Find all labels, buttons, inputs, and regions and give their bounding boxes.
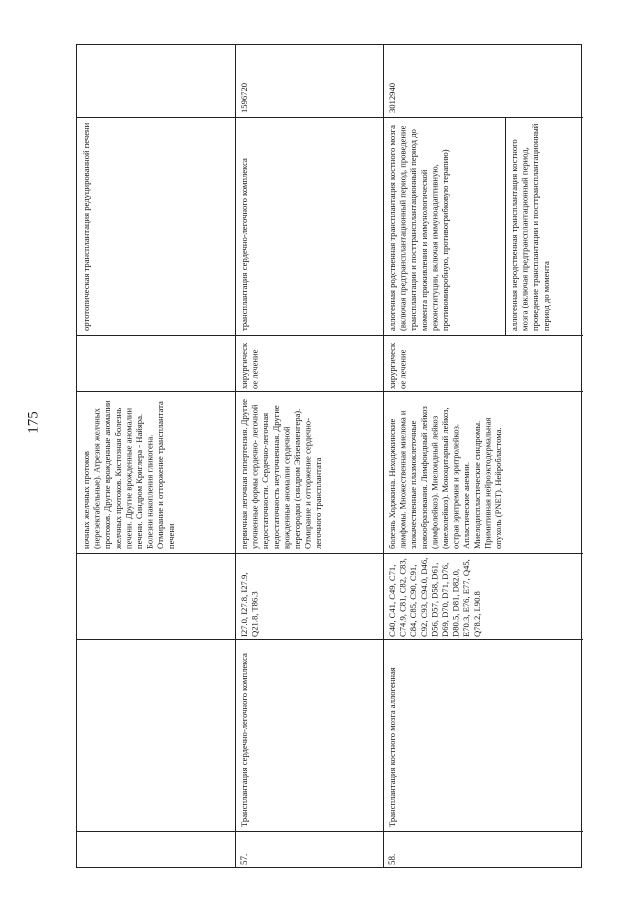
- row-58-method: аллогенная родственная трансплантация костного мозга (включая предтрансплантационный период, проведение трансплантации и посттрансплантационный период до момента приживления и иммунологической реконституции, включая иммуноадаптивную, противомикробную, противогрибковую терапию): [387, 125, 450, 331]
- row-cont-model: ночных желчных протоков (нерезектабельные). Атрезия желчных протоков. Другие врожденные аномалии желчных протоков. Кистозная болезнь печени. Другие врожденные аномалии печени. Синдром Криглера - Найяра. Болезни накопления гликогена. Отмирание и отторжение трансплантата печени: [81, 400, 176, 549]
- page-number: 175: [25, 411, 42, 434]
- col-divider: [77, 335, 583, 336]
- row-58-cost: 3012940: [387, 82, 397, 113]
- row-57-method: трансплантация сердечно-легочного комплекса: [239, 158, 249, 331]
- row-divider: [235, 45, 236, 867]
- method-subdivider: [505, 117, 506, 335]
- row-58-model: болезнь Ходжкина. Неходжкинские лимфомы. Множественная миелома и злокачественные плазмоклеточные новообразования. Лимфоидный лейкоз (лимфолейкоз). Миелоидный лейкоз (миелолейкоз). Моноцитарный лейкоз, острая эритремия и эритролейкоз. Апластические анемии. Миелодиспластические синдромы. Примитивная нейроэктодермальная опухоль (PNET). Нейробластома.: [387, 406, 503, 549]
- row-58-name: Трансплантация костного мозга аллогенная: [387, 667, 397, 827]
- col-divider: [77, 831, 583, 832]
- row-cont-method: ортотопическая трансплантация редуцированной печени: [81, 122, 91, 331]
- row-57-cost: 1596720: [239, 82, 249, 113]
- row-57-model: первичная легочная гипертензия. Другие уточненные формы сердечно- легочной недостаточности. Сердечно-легочная недостаточность неуточненная. Другие врожденные аномалии сердечной перегородки (синдром Эйзенменгера). Отмирание и отторжение сердечно-легочного трансплантата: [239, 399, 324, 549]
- row-58-codes: C40, C41, C49, C71, C74.9, C81, C82, C83, C84, C85, C90, C91, C92, C93, C94.0, D46, D56, D57, D58, D61, D69, D70, D71, D76, D80.5, D81, D82.0, E70.3, E76, E77, Q45, Q78.2, L90.8: [387, 557, 482, 637]
- col-divider: [77, 553, 583, 554]
- row-58-treatment-type: хирургическое лечение: [387, 342, 408, 389]
- row-57-treatment-type: хирургическое лечение: [239, 342, 260, 389]
- col-divider: [77, 117, 583, 118]
- row-57-codes: I27.0, I27.8, I27.9, Q21.8, T86.3: [239, 572, 260, 637]
- row-57-number: 57.: [239, 853, 249, 865]
- row-57-name: Трансплантация сердечно-легочного комплекса: [239, 653, 249, 827]
- row-58-method-2: аллогенная неродственная трансплантация костного мозга (включая предтрансплантационный период, проведение трансплантации и посттрансплантационный период до момента: [509, 123, 551, 331]
- col-divider: [77, 391, 583, 392]
- col-divider: [77, 639, 583, 640]
- treatment-table: [76, 44, 582, 868]
- row-58-number: 58.: [387, 853, 397, 865]
- row-divider: [383, 45, 384, 867]
